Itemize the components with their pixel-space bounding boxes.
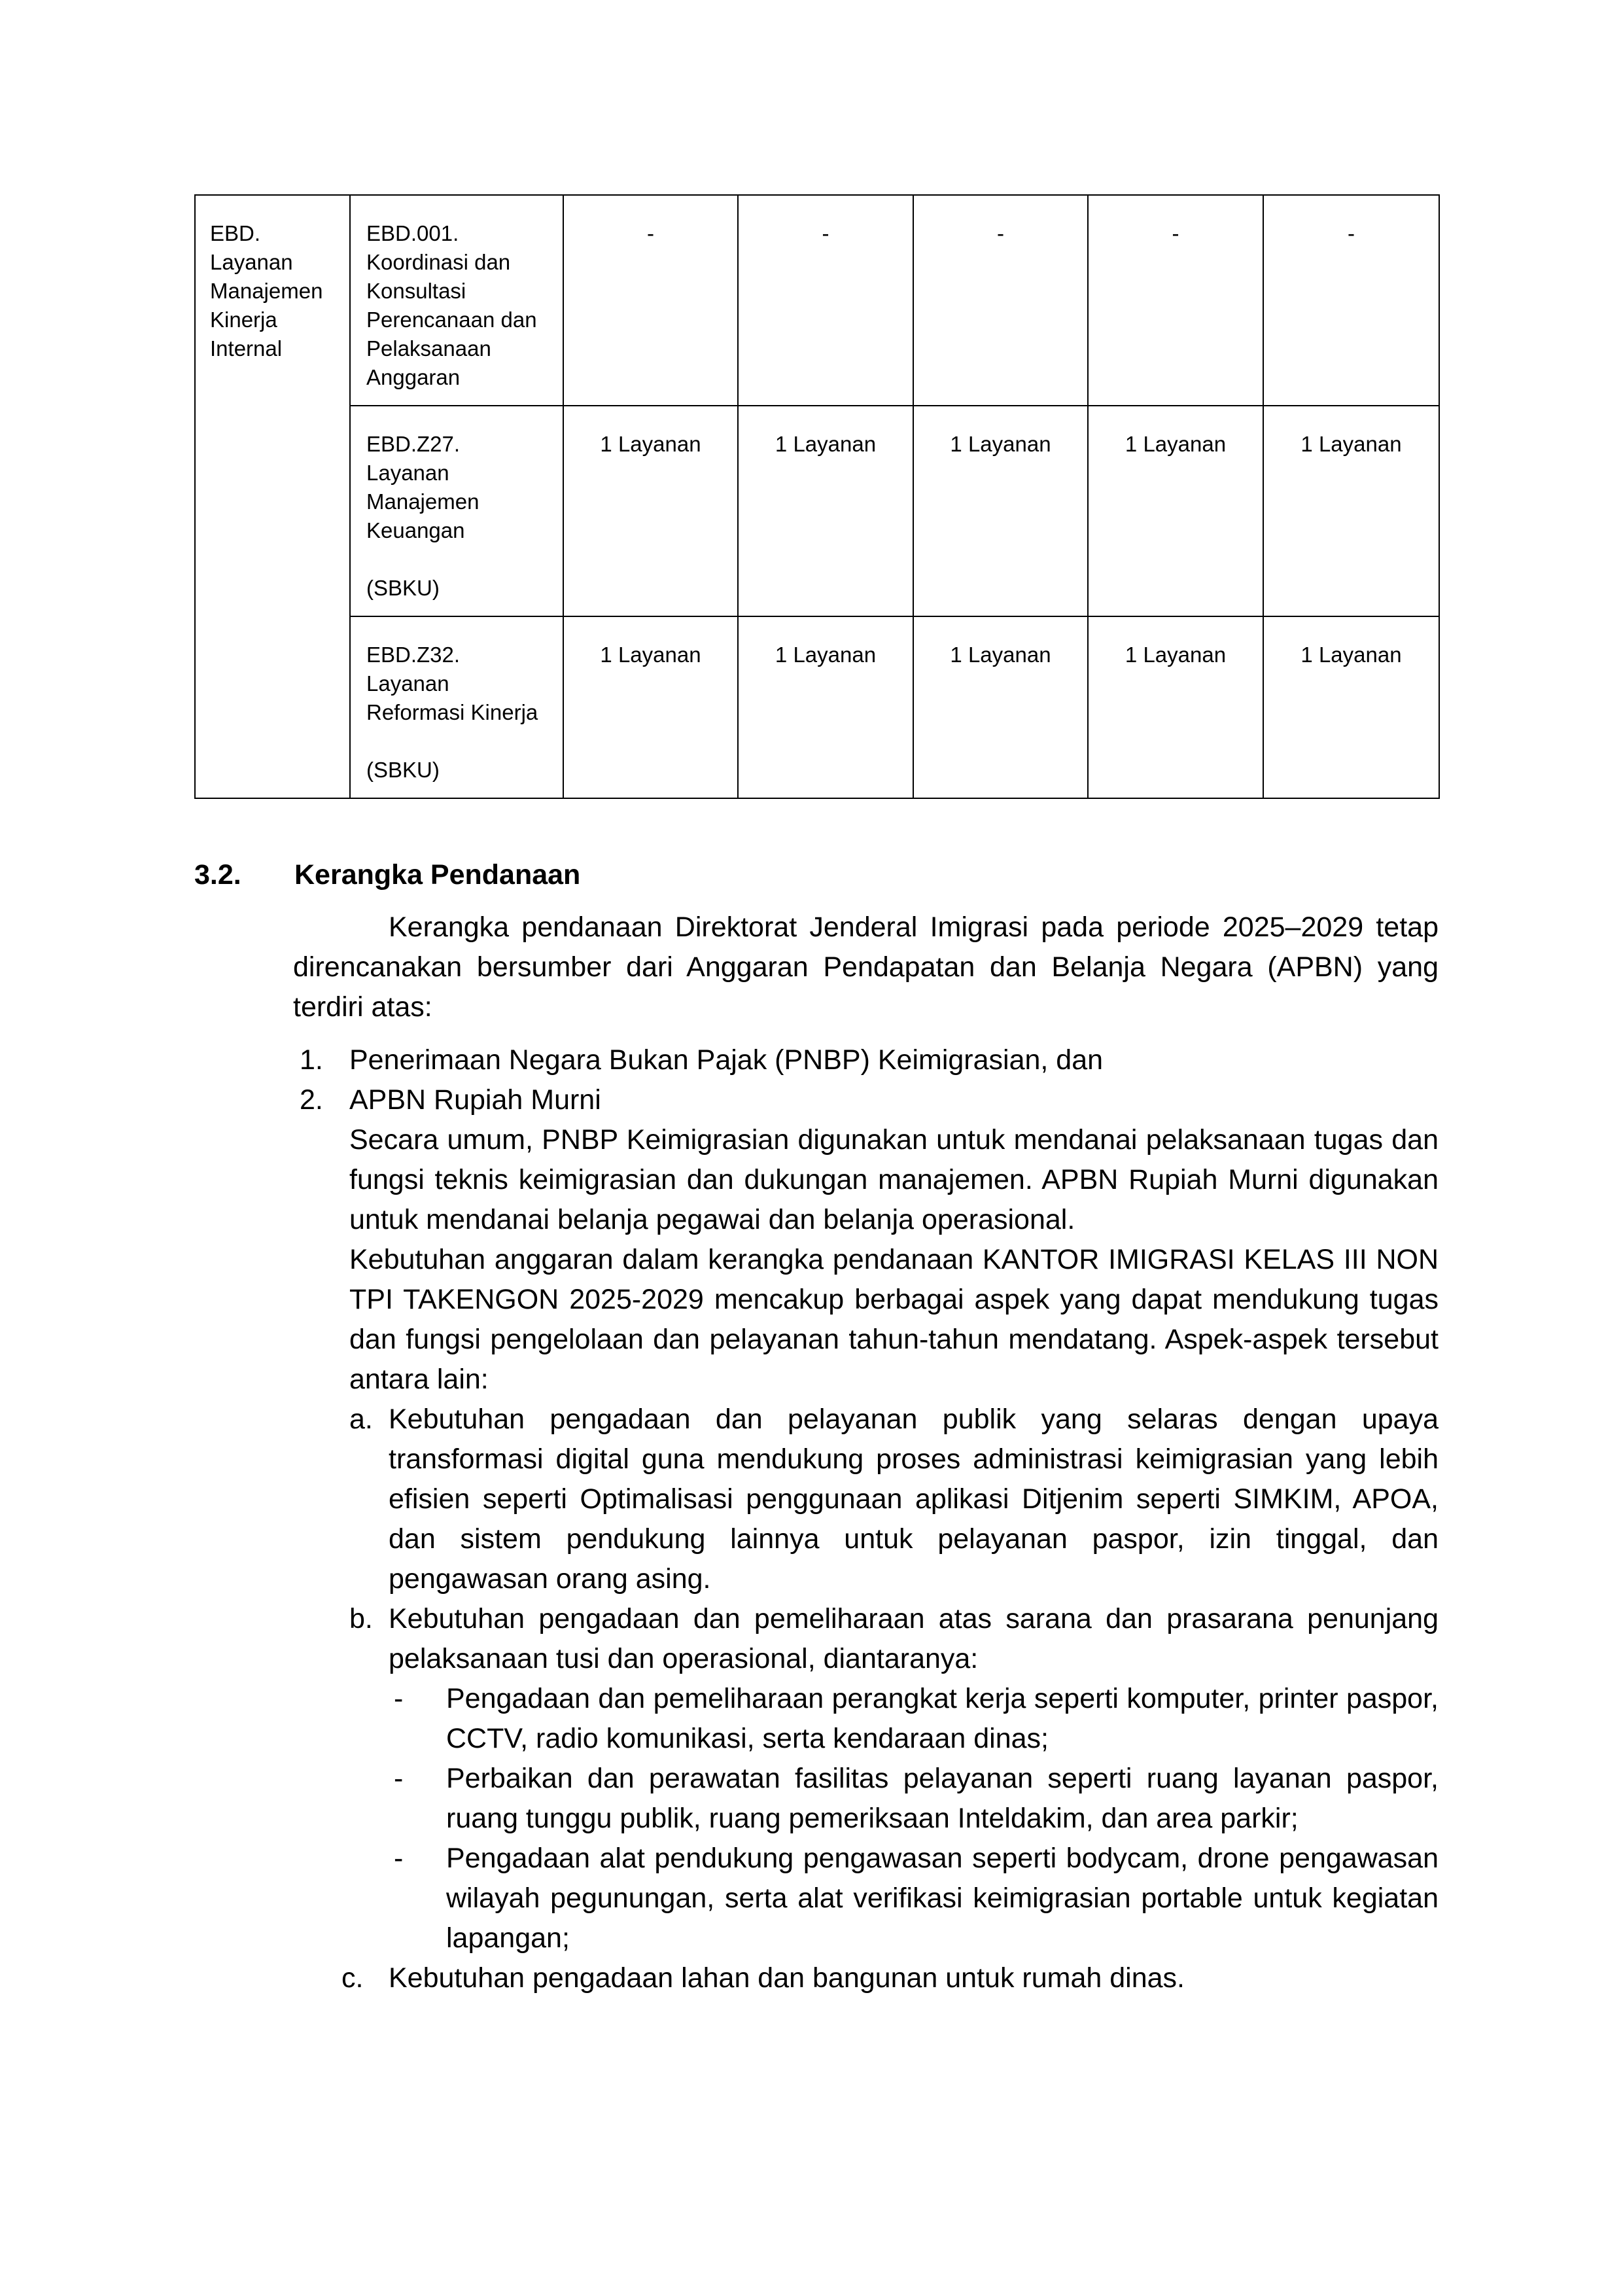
output-line: Layanan	[366, 461, 449, 485]
target-cell: -	[563, 195, 738, 406]
funding-usage-paragraph: Secara umum, PNBP Keimigrasian digunakan untuk mendanai pelaksanaan tugas dan fungsi teknis keimigrasian dan dukungan manajemen. APBN Rupiah Murni digunakan untuk mendanai belanja pegawai dan belanja operasional.	[349, 1124, 1439, 1235]
target-cell: 1 Layanan	[563, 616, 738, 798]
alpha-label: a.	[349, 1404, 373, 1435]
output-note: (SBKU)	[366, 758, 440, 782]
table-row	[195, 616, 1439, 798]
output-line: Layanan	[366, 671, 449, 696]
section-title: Kerangka Pendanaan	[294, 859, 581, 891]
numbered-list-item	[293, 1040, 1439, 1080]
output-line: Keuangan	[366, 518, 465, 542]
kegiatan-line: Manajemen	[210, 279, 323, 303]
target-cell: 1 Layanan	[563, 406, 738, 616]
target-cell: 1 Layanan	[1088, 406, 1263, 616]
kegiatan-cell	[195, 195, 350, 798]
target-cell: 1 Layanan	[1263, 406, 1439, 616]
output-line: Pelaksanaan	[366, 336, 491, 361]
output-line: Konsultasi	[366, 279, 466, 303]
output-line: EBD.Z32.	[366, 643, 461, 667]
output-line: Manajemen	[366, 489, 480, 514]
table-row	[195, 195, 1439, 406]
output-line: Perencanaan dan	[366, 308, 537, 332]
output-cell	[350, 616, 563, 798]
alpha-list-item	[349, 1599, 1439, 1679]
kegiatan-line: Kinerja	[210, 308, 277, 332]
dash-text: Pengadaan alat pendukung pengawasan seperti bodycam, drone pengawasan wilayah pegunungan, serta alat verifikasi keimigrasian portable untuk kegiatan lapangan;	[446, 1843, 1439, 1954]
output-line: Koordinasi dan	[366, 250, 511, 274]
table-row	[195, 406, 1439, 616]
target-cell: -	[738, 195, 913, 406]
alpha-list-item	[341, 1958, 1439, 1998]
kegiatan-line: Internal	[210, 336, 283, 361]
budget-needs-paragraph: Kebutuhan anggaran dalam kerangka pendanaan KANTOR IMIGRASI KELAS III NON TPI TAKENGON 2025-2029 mencakup berbagai aspek yang dapat mendukung tugas dan fungsi pengelolaan dan pelayanan tahun-tahun mendatang. Aspek-aspek tersebut antara lain:	[349, 1244, 1439, 1395]
target-cell: -	[913, 195, 1088, 406]
numbered-list-item	[293, 1080, 1439, 1120]
section-number: 3.2.	[194, 859, 241, 891]
output-note: (SBKU)	[366, 576, 440, 600]
output-line: Reformasi Kinerja	[366, 700, 538, 724]
alpha-label: c.	[341, 1962, 364, 1994]
alpha-text: Kebutuhan pengadaan dan pelayanan publik yang selaras dengan upaya transformasi digital guna mendukung proses administrasi keimigrasian yang lebih efisien seperti Optimalisasi penggunaan aplikasi Ditjenim seperti SIMKIM, APOA, dan sistem pendukung lainnya untuk pelayanan paspor, izin tinggal, dan pengawasan orang asing.	[389, 1404, 1439, 1595]
dash-bullet: -	[394, 1763, 404, 1794]
output-cell	[350, 406, 563, 616]
section-heading	[194, 855, 580, 894]
dash-list-item	[389, 1759, 1439, 1839]
dash-bullet: -	[394, 1683, 404, 1714]
dash-text: Pengadaan dan pemeliharaan perangkat kerja seperti komputer, printer paspor, CCTV, radio komunikasi, serta kendaraan dinas;	[446, 1683, 1439, 1754]
list-text: Penerimaan Negara Bukan Pajak (PNBP) Keimigrasian, dan	[349, 1044, 1104, 1076]
output-cell	[350, 195, 563, 406]
alpha-list-item	[349, 1400, 1439, 1599]
alpha-label: b.	[349, 1603, 373, 1634]
output-target-table	[194, 194, 1440, 799]
intro-paragraph: Kerangka pendanaan Direktorat Jenderal Imigrasi pada periode 2025–2029 tetap direncanakan bersumber dari Anggaran Pendapatan dan Belanja Negara (APBN) yang terdiri atas:	[293, 911, 1439, 1023]
target-cell: 1 Layanan	[913, 406, 1088, 616]
list-number: 1.	[300, 1044, 323, 1076]
dash-list-item	[389, 1679, 1439, 1759]
target-cell: 1 Layanan	[1088, 616, 1263, 798]
alpha-text: Kebutuhan pengadaan lahan dan bangunan untuk rumah dinas.	[389, 1962, 1185, 1994]
list-text: APBN Rupiah Murni	[349, 1084, 601, 1116]
target-cell: 1 Layanan	[738, 406, 913, 616]
output-line: EBD.Z27.	[366, 432, 461, 456]
target-cell: 1 Layanan	[913, 616, 1088, 798]
dash-text: Perbaikan dan perawatan fasilitas pelayanan seperti ruang layanan paspor, ruang tunggu publik, ruang pemeriksaan Inteldakim, dan area parkir;	[446, 1763, 1439, 1834]
dash-bullet: -	[394, 1843, 404, 1874]
target-cell: 1 Layanan	[738, 616, 913, 798]
output-line: Anggaran	[366, 365, 461, 389]
target-cell: -	[1088, 195, 1263, 406]
target-cell: 1 Layanan	[1263, 616, 1439, 798]
list-number: 2.	[300, 1084, 323, 1116]
output-line: EBD.001.	[366, 221, 459, 245]
kegiatan-line: EBD.	[210, 221, 261, 245]
alpha-text: Kebutuhan pengadaan dan pemeliharaan atas sarana dan prasarana penunjang pelaksanaan tusi dan operasional, diantaranya:	[389, 1603, 1439, 1674]
target-cell: -	[1263, 195, 1439, 406]
kegiatan-line: Layanan	[210, 250, 293, 274]
dash-list-item	[389, 1839, 1439, 1958]
